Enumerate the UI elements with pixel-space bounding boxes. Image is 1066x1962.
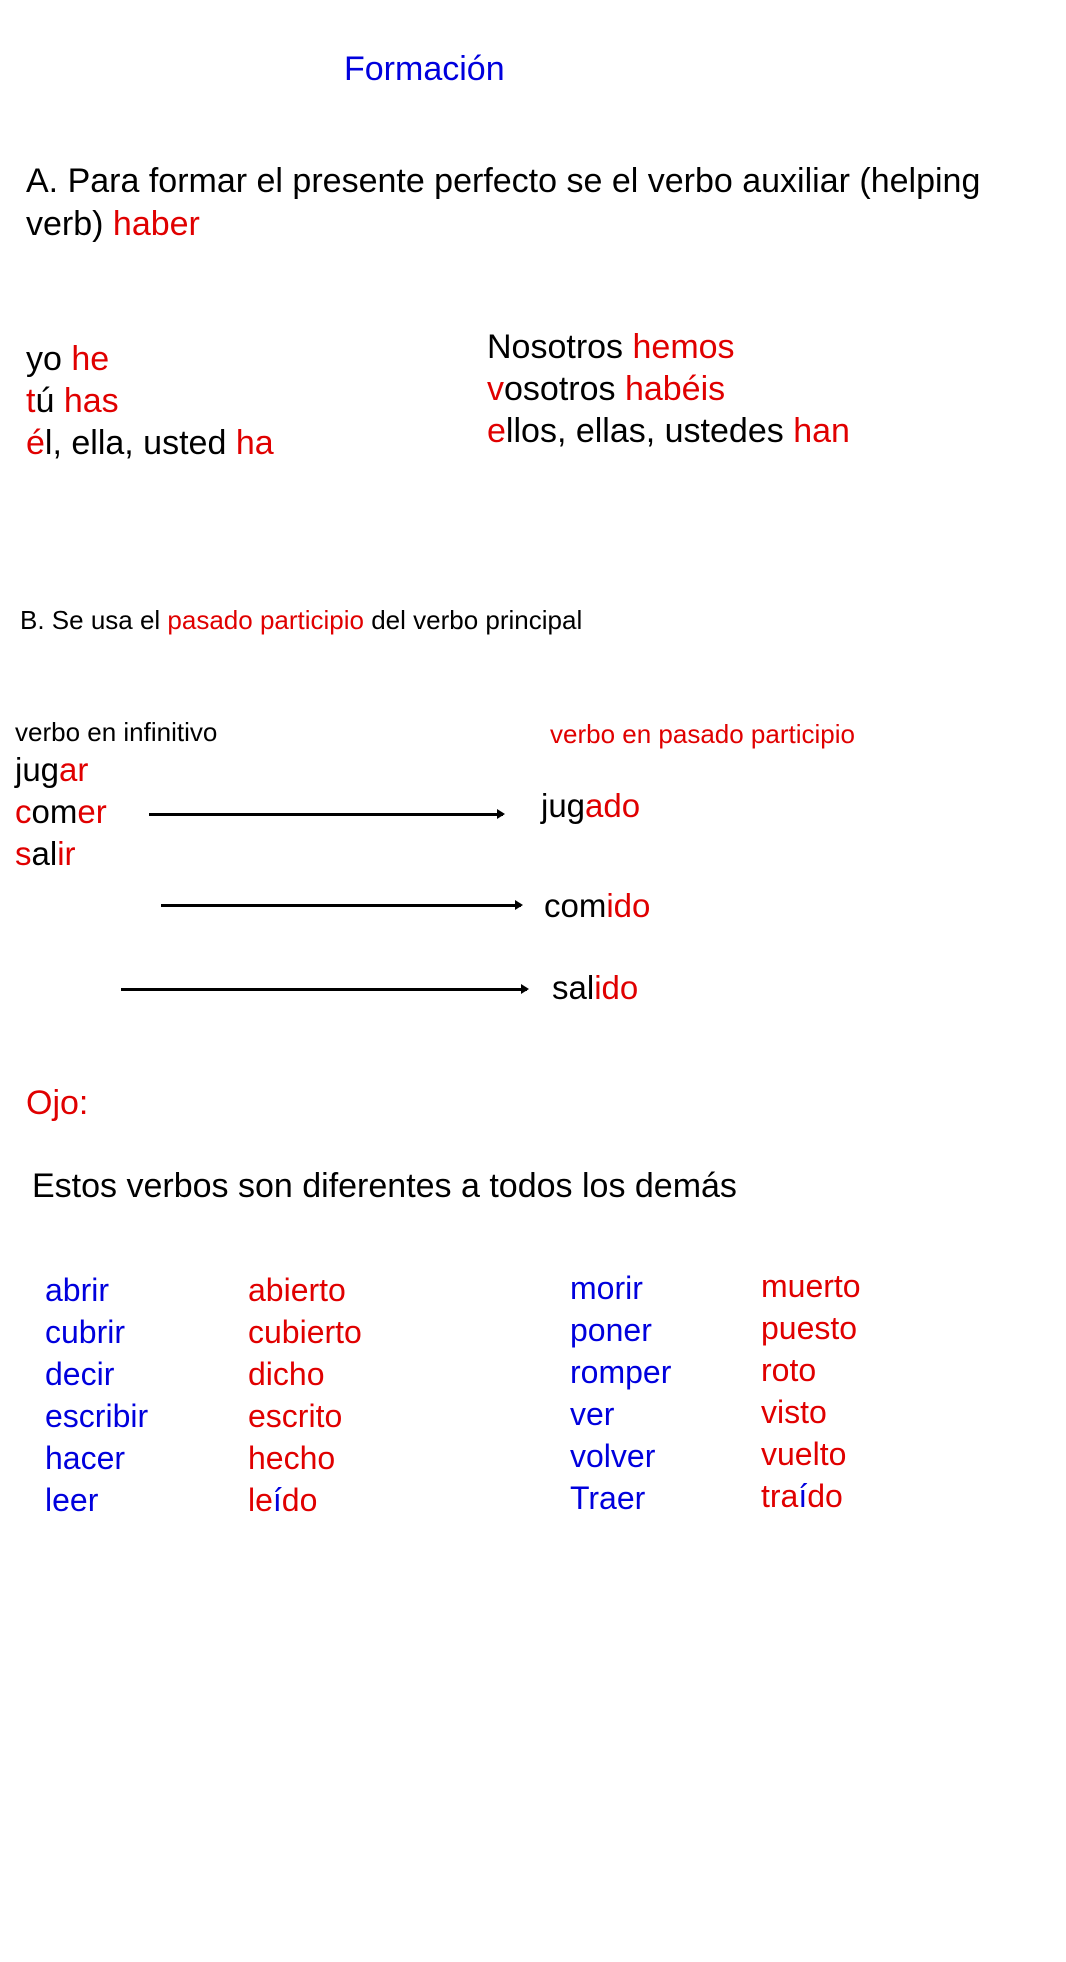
verb-hacer: hacer — [45, 1440, 126, 1476]
infinitive-list — [15, 749, 107, 875]
participle-muerto: muerto — [761, 1268, 861, 1304]
verb-cubrir: cubrir — [45, 1314, 126, 1350]
participle-jugado: jugado — [541, 787, 641, 824]
irregular-verbs-left — [45, 1269, 148, 1521]
section-a-line2 — [26, 203, 200, 245]
conjugation-yo: yo he — [26, 340, 110, 378]
conjugation-left-column — [26, 338, 274, 464]
verb-volver: volver — [570, 1438, 656, 1474]
infinitive-salir: salir — [15, 835, 76, 872]
conjugation-vosotros: vosotros habéis — [487, 370, 726, 408]
section-b-text: B. Se usa el pasado participio del verbo principal — [20, 605, 583, 635]
arrow-jugar — [149, 813, 503, 816]
verb-morir: morir — [570, 1270, 643, 1306]
verb-decir: decir — [45, 1356, 115, 1392]
verb-escribir: escribir — [45, 1398, 149, 1434]
participle-traido: traído — [761, 1478, 843, 1514]
participle-salido: salido — [552, 969, 639, 1006]
participle-vuelto: vuelto — [761, 1436, 847, 1472]
arrow-salir — [121, 988, 527, 991]
verb-leer: leer — [45, 1482, 99, 1518]
irregular-verbs-right — [570, 1267, 671, 1519]
participle-escrito: escrito — [248, 1398, 343, 1434]
participle-dicho: dicho — [248, 1356, 325, 1392]
infinitive-jugar: jugar — [15, 751, 89, 788]
infinitive-comer: comer — [15, 793, 107, 830]
arrow-comer — [161, 904, 521, 907]
conjugation-el: él, ella, usted ha — [26, 424, 274, 462]
section-a-haber: haber — [112, 205, 200, 243]
verb-poner: poner — [570, 1312, 652, 1348]
conjugation-nosotros: Nosotros hemos — [487, 328, 735, 366]
participle-leido: leído — [248, 1482, 318, 1518]
participle-abierto: abierto — [248, 1272, 346, 1308]
participle-visto: visto — [761, 1394, 827, 1430]
participle-puesto: puesto — [761, 1310, 858, 1346]
conjugation-right-column — [487, 326, 850, 452]
conjugation-tu: tú has — [26, 382, 119, 420]
verb-ver: ver — [570, 1396, 615, 1432]
section-a-verb-text: verb) — [26, 205, 104, 243]
irregular-participles-left — [248, 1269, 362, 1521]
page-title: Formación — [344, 50, 505, 88]
irregular-participles-right — [761, 1265, 861, 1517]
participle-comido: comido — [544, 887, 651, 924]
infinitive-header: verbo en infinitivo — [15, 717, 218, 747]
verb-romper: romper — [570, 1354, 672, 1390]
participle-roto: roto — [761, 1352, 817, 1388]
conjugation-ellos: ellos, ellas, ustedes han — [487, 412, 850, 450]
verb-abrir: abrir — [45, 1272, 110, 1308]
participle-cubierto: cubierto — [248, 1314, 362, 1350]
verb-traer: Traer — [570, 1480, 646, 1516]
participle-hecho: hecho — [248, 1440, 336, 1476]
participle-header: verbo en pasado participio — [550, 719, 855, 749]
irregular-intro: Estos verbos son diferentes a todos los demás — [32, 1167, 737, 1205]
section-a-line1: A. Para formar el presente perfecto se el verbo auxiliar (helping — [26, 162, 981, 200]
ojo-label: Ojo: — [26, 1084, 89, 1122]
